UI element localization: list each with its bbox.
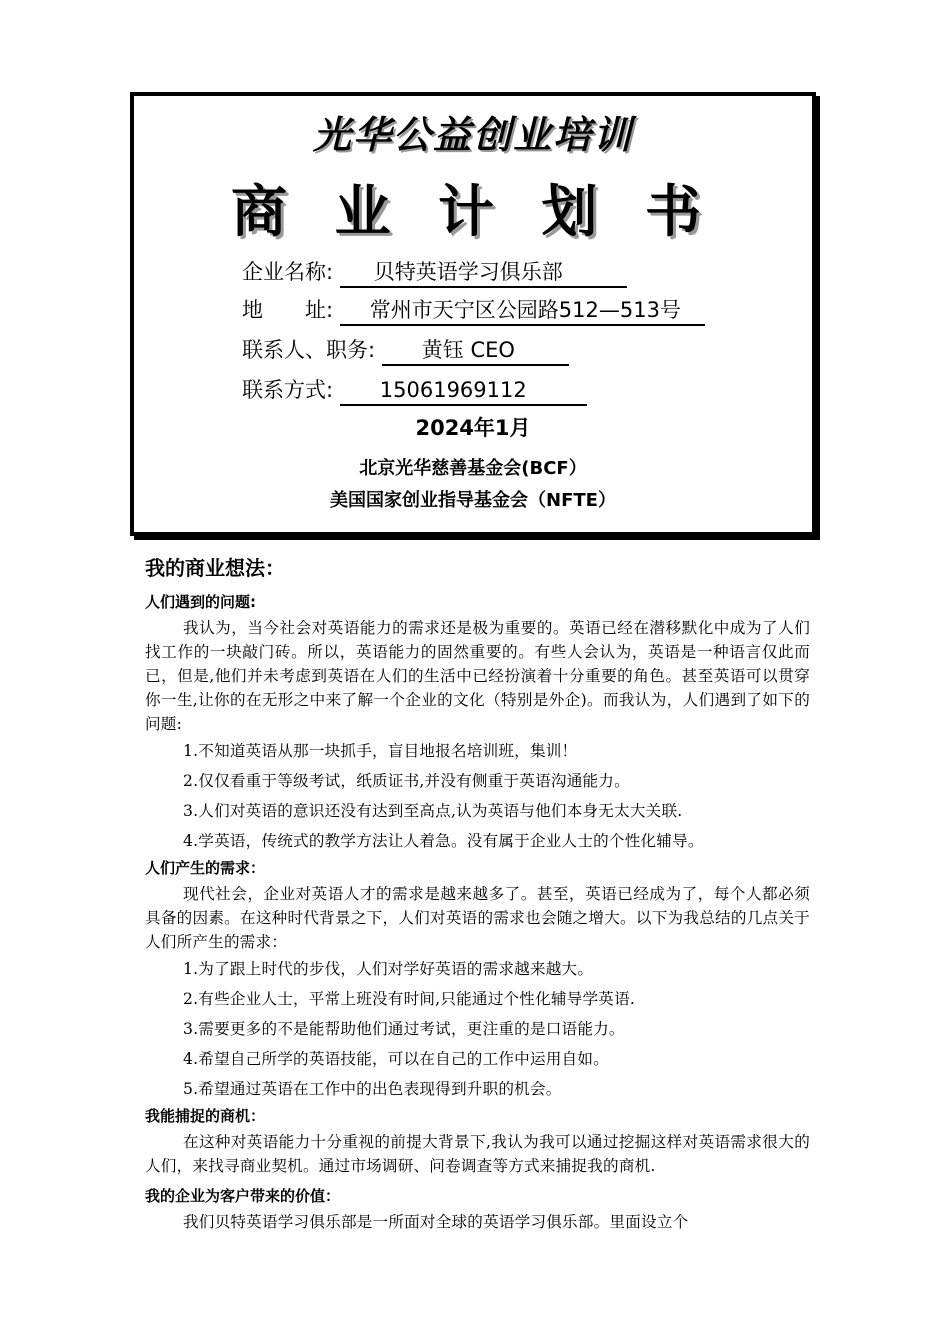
document-title: 商 业 计 划 书 (231, 180, 715, 245)
company-name-label: 企业名称: (242, 260, 334, 284)
contact-person-value: 黄钰 CEO (382, 339, 569, 366)
problems-list (145, 736, 810, 856)
list-item: 1.不知道英语从那一块抓手，盲目地报名培训班，集训！ (183, 742, 578, 760)
contact-phone-value: 15061969112 (340, 379, 587, 406)
needs-list (145, 954, 810, 1104)
contact-person-label: 联系人、职务: (242, 338, 376, 362)
list-item: 2.有些企业人士，平常上班没有时间,只能通过个性化辅导学英语. (183, 990, 636, 1008)
company-name-field (242, 256, 627, 288)
list-item: 4.希望自己所学的英语技能，可以在自己的工作中运用自如。 (183, 1050, 609, 1068)
problems-heading: 人们遇到的问题: (145, 593, 256, 611)
needs-paragraph: 现代社会，企业对英语人才的需求是越来越多了。甚至，英语已经成为了，每个人都必须具备的因素。在这种时代背景之下，人们对英语的需求也会随之增大。以下为我总结的几点关于人们所产生的需求： (145, 885, 810, 951)
cover-box (130, 92, 816, 536)
contact-phone-label: 联系方式: (242, 378, 334, 402)
opportunity-heading: 我能捕捉的商机： (145, 1107, 266, 1125)
organization-bcf: 北京光华慈善基金会(BCF） (359, 458, 587, 479)
list-item: 5.希望通过英语在工作中的出色表现得到升职的机会。 (183, 1080, 562, 1098)
list-item: 1.为了跟上时代的步伐，人们对学好英语的需求越来越大。 (183, 960, 594, 978)
value-heading: 我的企业为客户带来的价值： (145, 1187, 341, 1205)
contact-person-field (242, 334, 569, 366)
contact-phone-field (242, 374, 587, 406)
organization-nfte: 美国国家创业指导基金会（NFTE） (330, 490, 616, 511)
cover-date: 2024年1月 (415, 416, 531, 440)
needs-heading: 人们产生的需求： (145, 859, 266, 877)
address-field (242, 294, 705, 326)
section-title: 我的商业想法： (145, 556, 285, 580)
list-item: 3.人们对英语的意识还没有达到至高点,认为英语与他们本身无太大关联. (183, 802, 683, 820)
company-name-value: 贝特英语学习俱乐部 (340, 261, 627, 288)
value-paragraph: 我们贝特英语学习俱乐部是一所面对全球的英语学习俱乐部。里面设立个 (183, 1213, 689, 1231)
problems-paragraph: 我认为，当今社会对英语能力的需求还是极为重要的。英语已经在潜移默化中成为了人们找工作的一块敲门砖。所以，英语能力的固然重要的。有些人会认为，英语是一种语言仅此而已，但是,他们并未考虑到英语在人们的生活中已经扮演着十分重要的角色。甚至英语可以贯穿你一生,让你的在无形之中来了解一个企业的文化（特别是外企)。而我认为，人们遇到了如下的问题: (145, 619, 810, 733)
opportunity-paragraph: 在这种对英语能力十分重视的前提大背景下,我认为我可以通过挖掘这样对英语需求很大的人们，来找寻商业契机。通过市场调研、问卷调查等方式来捕捉我的商机. (145, 1133, 810, 1175)
document-body (145, 554, 810, 1234)
list-item: 2.仅仅看重于等级考试，纸质证书,并没有侧重于英语沟通能力。 (183, 772, 630, 790)
address-value: 常州市天宁区公园路512—513号 (340, 299, 705, 326)
address-label: 地 址: (242, 298, 334, 322)
list-item: 3.需要更多的不是能帮助他们通过考试，更注重的是口语能力。 (183, 1020, 625, 1038)
list-item: 4.学英语，传统式的教学方法让人着急。没有属于企业人士的个性化辅导。 (183, 832, 704, 850)
program-title: 光华公益创业培训 (312, 113, 633, 157)
